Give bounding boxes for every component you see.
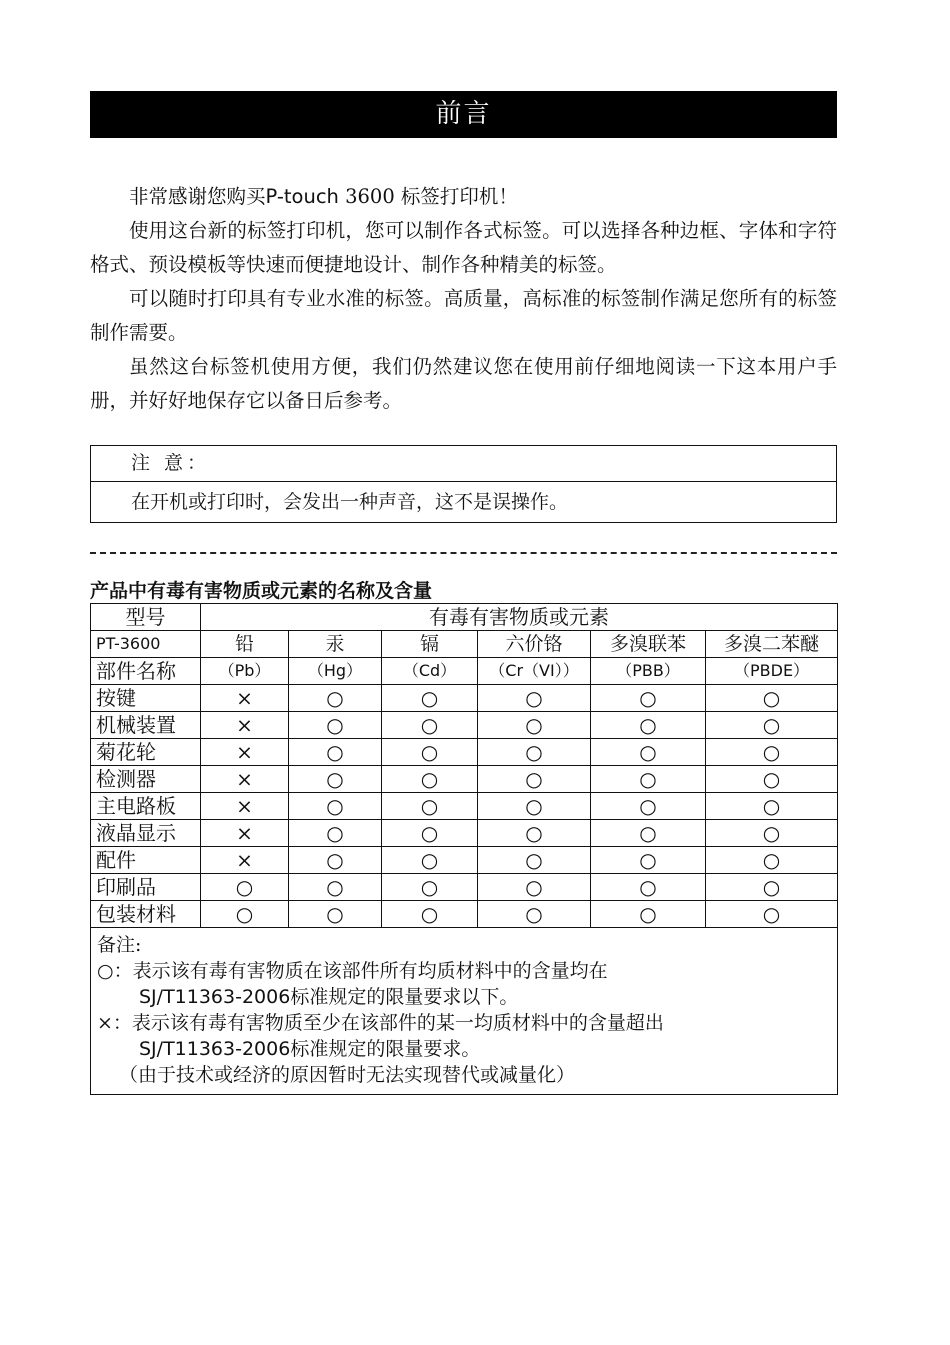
part-name: 配件 <box>91 847 201 874</box>
part-name: 菊花轮 <box>91 739 201 766</box>
content-mark: ○ <box>289 793 382 820</box>
content-mark: ○ <box>591 847 706 874</box>
substance-name: 六价铬 <box>478 631 591 658</box>
content-mark: ○ <box>201 901 289 928</box>
note-cross-line-2: SJ/T11363-2006标准规定的限量要求。 <box>139 1038 481 1060</box>
notes-row <box>91 928 838 1095</box>
content-mark: ○ <box>382 739 478 766</box>
content-mark: ○ <box>706 739 838 766</box>
content-mark: ○ <box>382 847 478 874</box>
substance-symbol: （Cd） <box>382 658 478 685</box>
table-row <box>91 685 838 712</box>
intro-p1-after: 3600 标签打印机！ <box>338 185 518 208</box>
part-name: 机械装置 <box>91 712 201 739</box>
content-mark: ○ <box>289 847 382 874</box>
substance-symbol: （Cr（VI）） <box>478 658 591 685</box>
table-row <box>91 766 838 793</box>
part-name: 检测器 <box>91 766 201 793</box>
intro-section <box>90 180 837 418</box>
content-mark: ○ <box>706 874 838 901</box>
substance-symbol: （PBB） <box>591 658 706 685</box>
substance-symbol: （PBDE） <box>706 658 838 685</box>
content-mark: ○ <box>382 874 478 901</box>
content-mark: ○ <box>382 901 478 928</box>
content-mark: ○ <box>382 766 478 793</box>
intro-paragraph-2: 使用这台新的标签打印机，您可以制作各式标签。可以选择各种边框、字体和字符格式、预设模板等快速而便捷地设计、制作各种精美的标签。 <box>90 219 837 276</box>
content-mark: ○ <box>706 712 838 739</box>
content-mark: ○ <box>478 766 591 793</box>
content-mark: ○ <box>289 712 382 739</box>
content-mark: × <box>201 685 289 712</box>
table-row <box>91 820 838 847</box>
content-mark: ○ <box>478 820 591 847</box>
part-name: 印刷品 <box>91 874 201 901</box>
content-mark: ○ <box>289 685 382 712</box>
content-mark: × <box>201 739 289 766</box>
substance-symbol: （Pb） <box>201 658 289 685</box>
substance-symbol: （Hg） <box>289 658 382 685</box>
content-mark: ○ <box>289 766 382 793</box>
note-cross-line-1: ×：表示该有毒有害物质至少在该部件的某一均质材料中的含量超出 <box>97 1012 664 1034</box>
content-mark: × <box>201 712 289 739</box>
substance-name: 铅 <box>201 631 289 658</box>
content-mark: ○ <box>478 874 591 901</box>
content-mark: ○ <box>706 793 838 820</box>
table-header-row-2 <box>91 631 838 658</box>
intro-paragraph-4: 虽然这台标签机使用方便，我们仍然建议您在使用前仔细地阅读一下这本用户手册，并好好地保存它以备日后参考。 <box>90 355 837 412</box>
table-row <box>91 793 838 820</box>
table-row <box>91 901 838 928</box>
content-mark: ○ <box>591 766 706 793</box>
dashed-divider <box>90 552 837 554</box>
notes-cell <box>91 928 838 1095</box>
group-header: 有毒有害物质或元素 <box>201 604 838 631</box>
intro-p1-before: 非常感谢您购买 <box>129 185 266 208</box>
intro-paragraph-1 <box>90 180 837 214</box>
content-mark: ○ <box>289 739 382 766</box>
content-mark: ○ <box>706 820 838 847</box>
intro-paragraph-3: 可以随时打印具有专业水准的标签。高质量，高标准的标签制作满足您所有的标签制作需要。 <box>90 287 837 344</box>
content-mark: ○ <box>706 685 838 712</box>
content-mark: ○ <box>382 820 478 847</box>
part-name: 主电路板 <box>91 793 201 820</box>
content-mark: ○ <box>201 874 289 901</box>
content-mark: ○ <box>591 739 706 766</box>
content-mark: ○ <box>382 712 478 739</box>
substance-name: 镉 <box>382 631 478 658</box>
note-circle-line-1: ○：表示该有毒有害物质在该部件所有均质材料中的含量均在 <box>97 960 608 982</box>
content-mark: ○ <box>478 901 591 928</box>
table-header-row-3 <box>91 658 838 685</box>
part-name: 包装材料 <box>91 901 201 928</box>
notes-heading: 备注: <box>97 934 142 956</box>
content-mark: ○ <box>289 820 382 847</box>
content-mark: ○ <box>382 793 478 820</box>
notice-box <box>90 445 837 523</box>
hazardous-substances-table <box>90 603 838 1095</box>
content-mark: ○ <box>706 847 838 874</box>
content-mark: × <box>201 820 289 847</box>
content-mark: ○ <box>289 874 382 901</box>
content-mark: ○ <box>382 685 478 712</box>
notice-heading: 注 意： <box>91 446 836 482</box>
content-mark: ○ <box>478 847 591 874</box>
part-name: 按键 <box>91 685 201 712</box>
content-mark: ○ <box>591 712 706 739</box>
model-number: PT-3600 <box>91 631 201 658</box>
content-mark: ○ <box>706 766 838 793</box>
content-mark: ○ <box>591 820 706 847</box>
content-mark: ○ <box>591 901 706 928</box>
part-name: 液晶显示 <box>91 820 201 847</box>
content-mark: × <box>201 847 289 874</box>
substance-name: 汞 <box>289 631 382 658</box>
table-row <box>91 712 838 739</box>
content-mark: × <box>201 766 289 793</box>
content-mark: ○ <box>478 739 591 766</box>
content-mark: ○ <box>289 901 382 928</box>
table-row <box>91 847 838 874</box>
table-row <box>91 874 838 901</box>
substance-name: 多溴联苯 <box>591 631 706 658</box>
note-cross-line-3: （由于技术或经济的原因暂时无法实现替代或减量化） <box>119 1064 576 1086</box>
content-mark: ○ <box>591 793 706 820</box>
col-part-header: 部件名称 <box>91 658 201 685</box>
content-mark: ○ <box>478 712 591 739</box>
content-mark: × <box>201 793 289 820</box>
page-title: 前言 <box>90 91 837 138</box>
col-type-header: 型号 <box>91 604 201 631</box>
table-title: 产品中有毒有害物质或元素的名称及含量 <box>90 580 433 602</box>
content-mark: ○ <box>478 685 591 712</box>
content-mark: ○ <box>478 793 591 820</box>
content-mark: ○ <box>591 685 706 712</box>
brand-name: P-touch <box>265 185 339 208</box>
content-mark: ○ <box>706 901 838 928</box>
table-row <box>91 739 838 766</box>
content-mark: ○ <box>591 874 706 901</box>
table-header-row-1 <box>91 604 838 631</box>
notice-text: 在开机或打印时，会发出一种声音，这不是误操作。 <box>131 491 569 513</box>
substance-name: 多溴二苯醚 <box>706 631 838 658</box>
note-circle-line-2: SJ/T11363-2006标准规定的限量要求以下。 <box>139 986 519 1008</box>
